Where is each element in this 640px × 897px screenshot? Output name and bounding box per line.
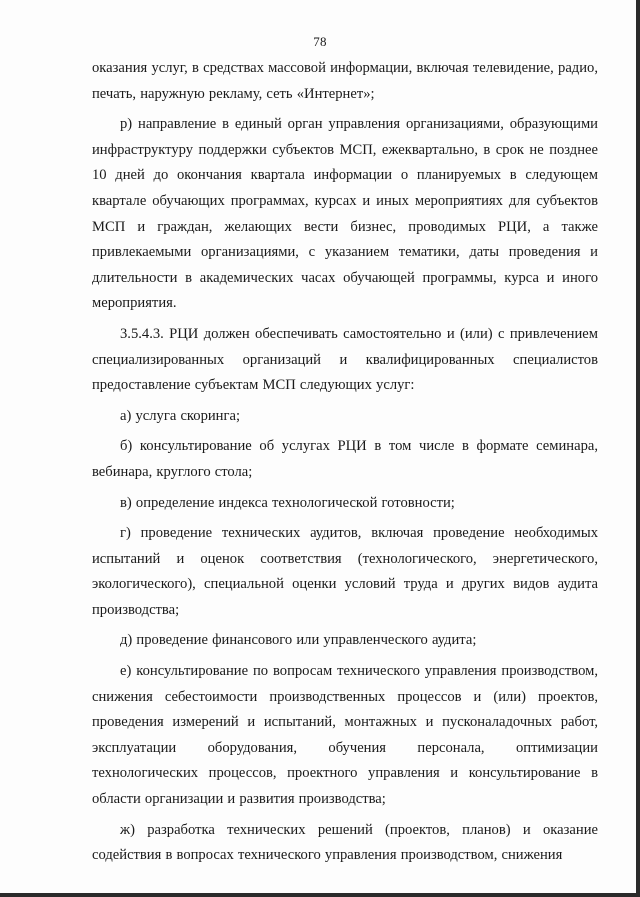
paragraph-continuation: оказания услуг, в средствах массовой информации, включая телевидение, радио, печать, наружную рекламу, сеть «Интернет»; (92, 60, 598, 102)
list-item-b: б) консультирование об услугах РЦИ в том числе в формате семинара, вебинара, круглого стола; (92, 438, 598, 480)
document-body (92, 56, 598, 869)
scan-edge-bottom (0, 893, 640, 897)
paragraph-section-3-5-4-3: 3.5.4.3. РЦИ должен обеспечивать самостоятельно и (или) с привлечением специализированных организаций и квалифицированных специалистов предоставление субъектам МСП следующих услуг: (92, 325, 598, 394)
list-item-a: а) услуга скоринга; (120, 407, 241, 424)
scan-edge-right (636, 0, 640, 897)
list-item-v: в) определение индекса технологической готовности; (120, 494, 455, 511)
list-item-zh: ж) разработка технических решений (проектов, планов) и оказание содействия в вопросах технического управления производством, снижения (92, 821, 598, 864)
list-item-d: д) проведение финансового или управленческого аудита; (120, 632, 477, 649)
list-item-e: е) консультирование по вопросам технического управления производством, снижения себестоимости производственных процессов и (или) проектов, проведения измерений и испытаний, монтажных и пусконаладочных работ, эксплуатации оборудования, обучения персонала, оптимизации технологических процессов, проектного управления и консультирование в области организации и развития производства; (92, 663, 598, 808)
list-item-g: г) проведение технических аудитов, включая проведение необходимых испытаний и оценок соответствия (технологического, энергетического, экологического), специальной оценки условий труда и других видов аудита производства; (92, 525, 598, 618)
page-number: 78 (313, 34, 327, 49)
paragraph-item-r: р) направление в единый орган управления организациями, образующими инфраструктуру поддержки субъектов МСП, ежеквартально, в срок не позднее 10 дней до окончания квартала информации о планируемых в следующем квартале обучающих программах, курсах и иных мероприятиях для субъектов МСП и граждан, желающих вести бизнес, проводимых РЦИ, а также привлекаемыми организациями, с указанием тематики, даты проведения и длительности в академических часах обучающей программы, курса и иного мероприятия. (92, 116, 598, 312)
